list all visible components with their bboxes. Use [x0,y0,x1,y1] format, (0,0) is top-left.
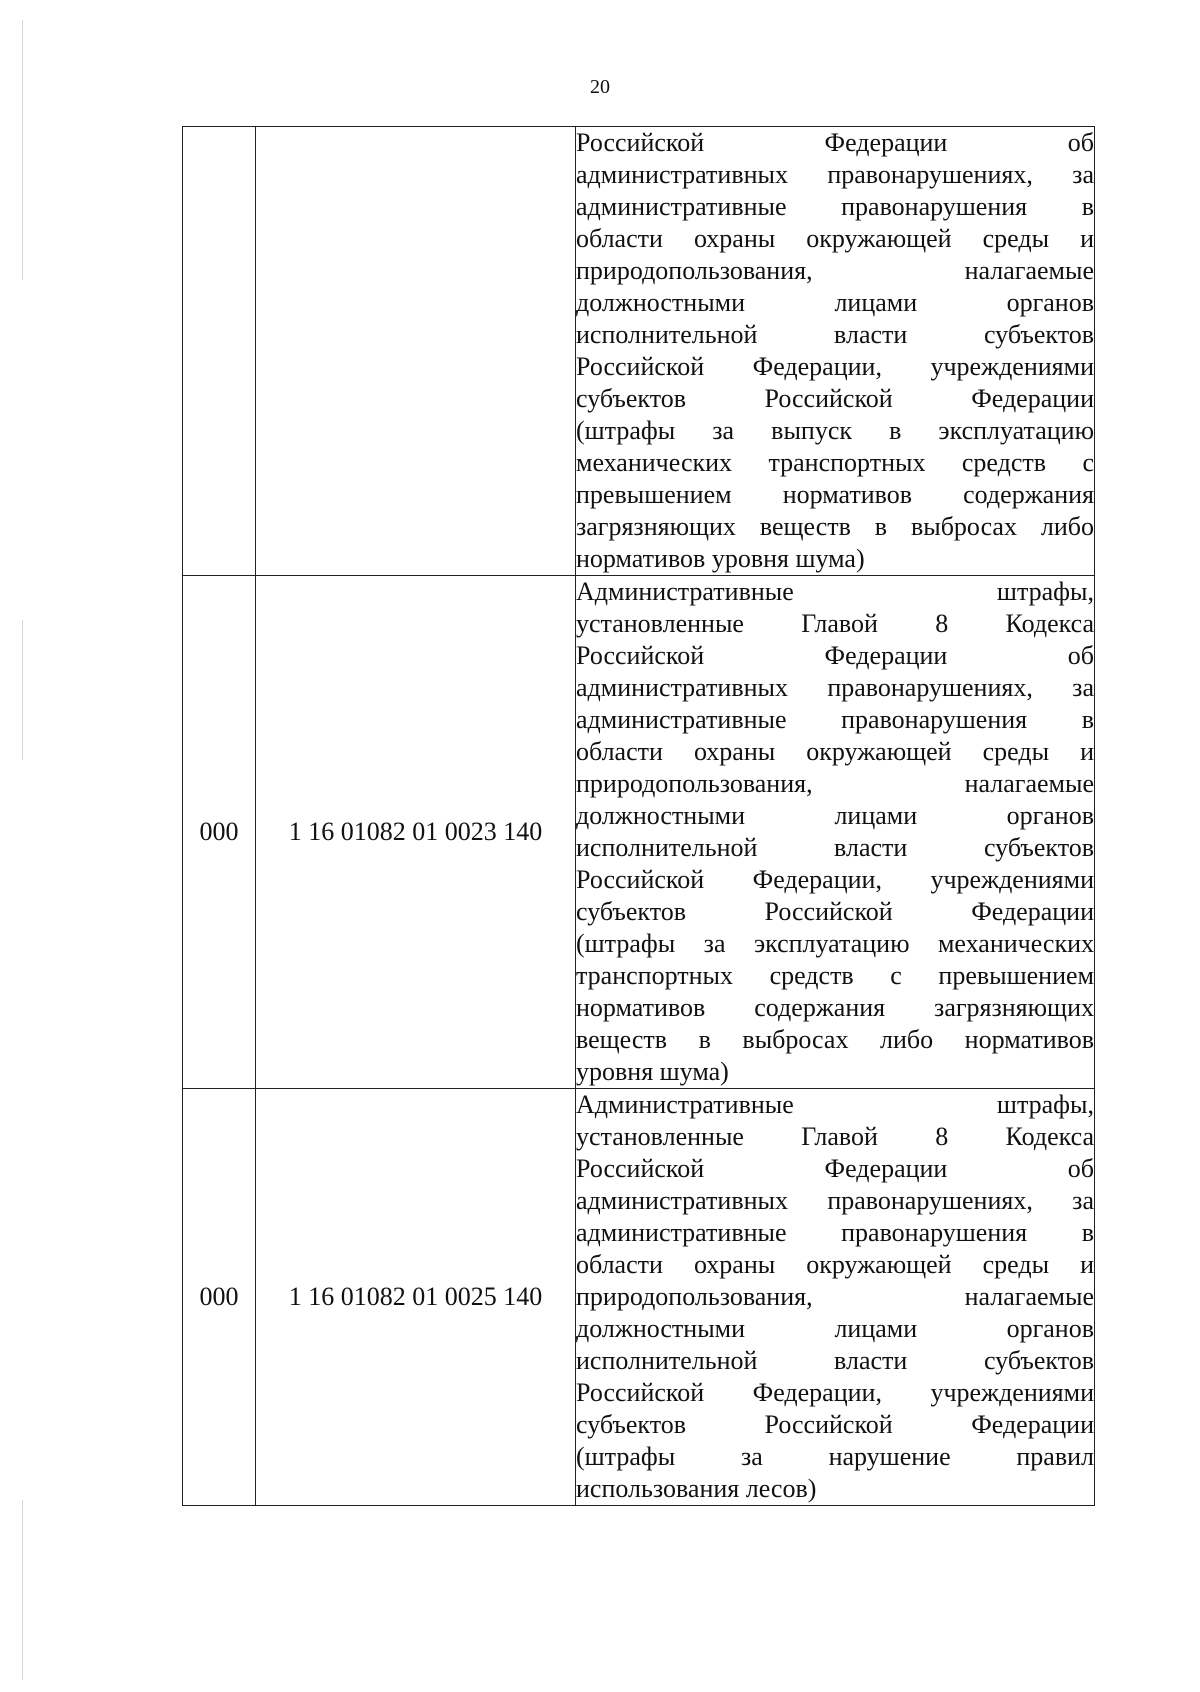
description-line: (штрафы за выпуск в эксплуатацию [576,416,1094,445]
description-line: использования лесов) [576,1474,817,1503]
description-line: природопользования, налагаемые [576,769,1094,798]
description-line: Административные штрафы, [576,577,1094,606]
description-line: (штрафы за эксплуатацию механических [576,929,1094,958]
description-line: Российской Федерации, учреждениями [576,352,1094,381]
description-line: области охраны окружающей среды и [576,737,1094,766]
description-line: механических транспортных средств с [576,448,1094,477]
description-line: установленные Главой 8 Кодекса [576,1122,1094,1151]
description-line: природопользования, налагаемые [576,256,1094,285]
description-line: Российской Федерации об [576,128,1094,157]
description-line: субъектов Российской Федерации [576,384,1094,413]
budget-code-cell: 1 16 01082 01 0023 140 [256,576,576,1089]
description-cell [576,1089,1095,1506]
codes-table [182,126,1095,1506]
budget-code-cell [256,127,576,576]
description-line: исполнительной власти субъектов [576,1346,1094,1375]
description-line: административные правонарушения в [576,192,1094,221]
description-line: исполнительной власти субъектов [576,320,1094,349]
scan-artifact-line [22,20,23,280]
description-line: субъектов Российской Федерации [576,1410,1094,1439]
budget-code-cell: 1 16 01082 01 0025 140 [256,1089,576,1506]
description-line: области охраны окружающей среды и [576,1250,1094,1279]
description-cell [576,127,1095,576]
table-row [183,576,1095,1089]
description-line: веществ в выбросах либо нормативов [576,1025,1094,1054]
admin-code-cell: 000 [183,1089,256,1506]
description-line: уровня шума) [576,1057,729,1086]
description-line: субъектов Российской Федерации [576,897,1094,926]
admin-code-cell [183,127,256,576]
description-line: Российской Федерации, учреждениями [576,1378,1094,1407]
description-line: административные правонарушения в [576,705,1094,734]
description-cell [576,576,1095,1089]
description-line: административных правонарушениях, за [576,160,1094,189]
description-line: природопользования, налагаемые [576,1282,1094,1311]
scan-artifact-line [22,1500,23,1680]
table-row [183,127,1095,576]
description-line: нормативов содержания загрязняющих [576,993,1094,1022]
table-row [183,1089,1095,1506]
description-line: (штрафы за нарушение правил [576,1442,1094,1471]
admin-code-cell: 000 [183,576,256,1089]
description-line: Российской Федерации об [576,641,1094,670]
description-line: административных правонарушениях, за [576,673,1094,702]
description-line: транспортных средств с превышением [576,961,1094,990]
description-line: превышением нормативов содержания [576,480,1094,509]
description-line: нормативов уровня шума) [576,544,865,573]
description-line: Административные штрафы, [576,1090,1094,1119]
description-line: административные правонарушения в [576,1218,1094,1247]
description-line: загрязняющих веществ в выбросах либо [576,512,1094,541]
description-line: должностными лицами органов [576,801,1094,830]
description-line: исполнительной власти субъектов [576,833,1094,862]
description-line: должностными лицами органов [576,1314,1094,1343]
description-line: административных правонарушениях, за [576,1186,1094,1215]
description-line: Российской Федерации, учреждениями [576,865,1094,894]
page-number: 20 [590,76,610,98]
scan-artifact-line [22,620,23,760]
description-line: установленные Главой 8 Кодекса [576,609,1094,638]
description-line: области охраны окружающей среды и [576,224,1094,253]
description-line: Российской Федерации об [576,1154,1094,1183]
description-line: должностными лицами органов [576,288,1094,317]
